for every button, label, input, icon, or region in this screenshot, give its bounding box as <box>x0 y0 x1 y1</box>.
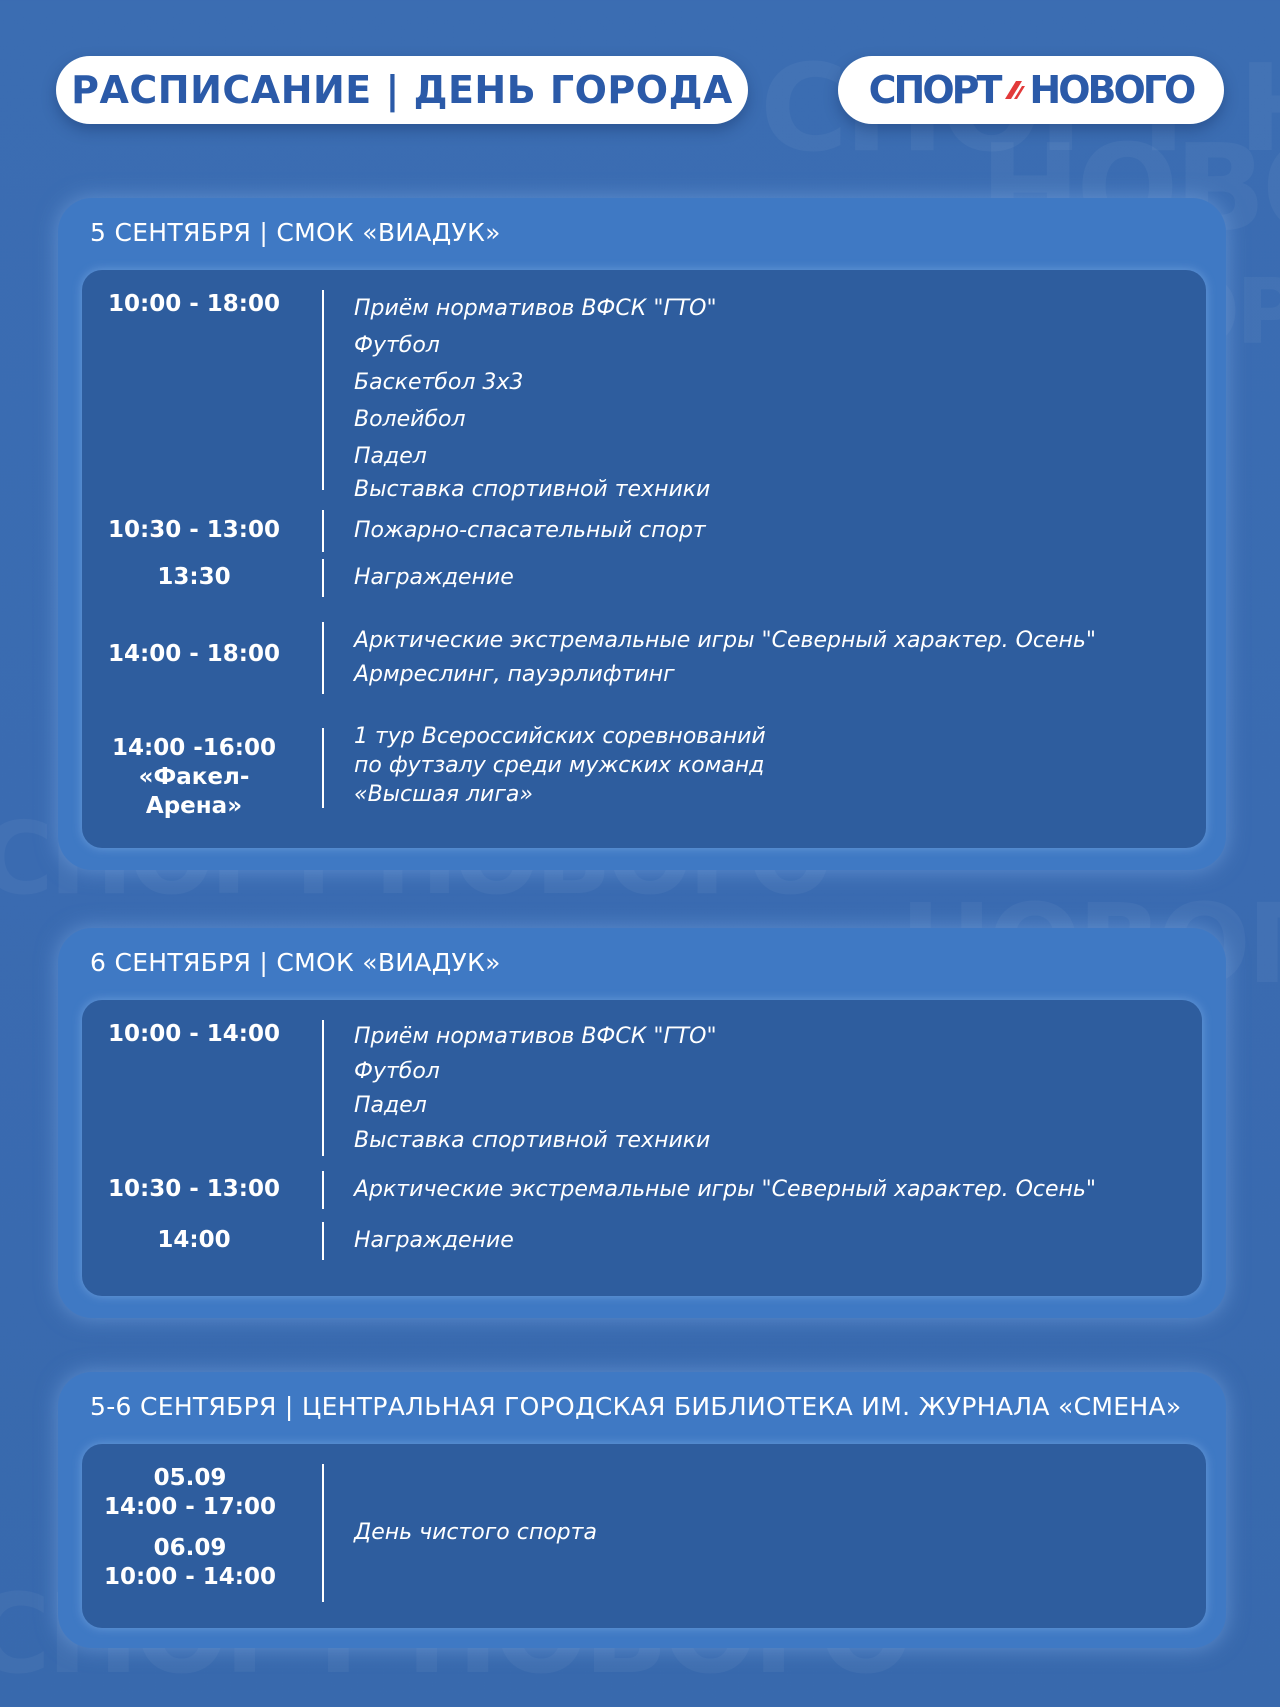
time-text: 10:30 - 13:00 <box>108 1176 280 1202</box>
time-text: 14:00 -16:00 <box>112 735 276 761</box>
time-text: 14:00 - 18:00 <box>108 641 280 667</box>
divider-line <box>322 1020 324 1156</box>
activity-item: Баскетбол 3х3 <box>354 370 524 395</box>
divider-line <box>322 1222 324 1260</box>
activity-list <box>354 622 1186 691</box>
activity-item: Награждение <box>354 565 514 590</box>
activity-item: День чистого спорта <box>354 1520 597 1545</box>
time-slot <box>96 290 292 319</box>
time-slot <box>92 1464 288 1592</box>
divider-line <box>322 622 324 694</box>
schedule-card-sep-5 <box>58 198 1226 870</box>
schedule-card-sep-5-6-library <box>58 1372 1226 1648</box>
activity-item: Падел <box>354 1093 427 1118</box>
schedule-table <box>82 270 1206 848</box>
activity-item: Падел <box>354 444 427 469</box>
activity-item: Арктические экстремальные игры "Северный характер. Осень" <box>354 628 1096 653</box>
activity-item: Арктические экстремальные игры "Северный характер. Осень" <box>354 1177 1096 1202</box>
activity-item: Пожарно-спасательный спорт <box>354 518 706 543</box>
time-slot <box>96 1020 292 1049</box>
page-title: РАСПИСАНИЕ | ДЕНЬ ГОРОДА <box>71 68 733 112</box>
logo-text-left: СПОРТ <box>868 68 1000 112</box>
time-slot <box>96 516 292 545</box>
activity-item: Награждение <box>354 1228 514 1253</box>
divider-line <box>322 1464 324 1602</box>
card-heading: 5 СЕНТЯБРЯ | СМОК «ВИАДУК» <box>90 218 501 247</box>
activity-item: Волейбол <box>354 407 466 432</box>
card-heading: 5-6 СЕНТЯБРЯ | ЦЕНТРАЛЬНАЯ ГОРОДСКАЯ БИБЛИОТЕКА ИМ. ЖУРНАЛА «СМЕНА» <box>90 1392 1182 1421</box>
date-text: 06.09 <box>153 1535 227 1561</box>
activity-item: Армреслинг, пауэрлифтинг <box>354 662 675 687</box>
activity-item: Футбол <box>354 1058 440 1084</box>
time-slot <box>96 1175 292 1204</box>
activity-list <box>354 563 1186 592</box>
activity-item: Выставка спортивной техники <box>354 477 711 502</box>
activity-list <box>354 1518 1186 1547</box>
activity-item: «Высшая лига» <box>354 782 533 807</box>
activity-item: 1 тур Всероссийских соревнований <box>354 724 766 749</box>
time-slot <box>96 1226 292 1255</box>
divider-line <box>322 510 324 552</box>
activity-item: по футзалу среди мужских команд <box>354 753 765 778</box>
time-text: 10:30 - 13:00 <box>108 517 280 543</box>
activity-item: Приём нормативов ВФСК "ГТО" <box>354 296 717 321</box>
divider-line <box>322 559 324 597</box>
time-text: 10:00 - 18:00 <box>108 291 280 317</box>
activity-list <box>354 1020 1182 1158</box>
schedule-table <box>82 1000 1202 1296</box>
date-text: 05.09 <box>153 1465 227 1491</box>
activity-list <box>354 290 1186 505</box>
time-slot <box>96 563 292 592</box>
activity-list <box>354 722 1186 809</box>
activity-item: Футбол <box>354 333 440 358</box>
venue-text: «Факел-Арена» <box>138 764 250 819</box>
time-text: 13:30 <box>157 564 231 590</box>
time-text: 14:00 <box>157 1227 231 1253</box>
activity-item: Выставка спортивной техники <box>354 1127 711 1153</box>
page-title-pill <box>56 56 748 124</box>
time-text: 14:00 - 17:00 <box>104 1494 276 1520</box>
time-text: 10:00 - 14:00 <box>108 1021 280 1047</box>
divider-line <box>322 1171 324 1209</box>
card-heading: 6 СЕНТЯБРЯ | СМОК «ВИАДУК» <box>90 948 501 977</box>
time-slot <box>96 640 292 669</box>
divider-line <box>322 728 324 808</box>
activity-list <box>354 1175 1182 1204</box>
time-slot <box>96 734 292 821</box>
logo-text-right: НОВОГО <box>1029 68 1194 112</box>
schedule-table <box>82 1444 1206 1628</box>
time-text: 10:00 - 14:00 <box>104 1564 276 1590</box>
logo <box>838 56 1224 124</box>
schedule-card-sep-6 <box>58 928 1226 1318</box>
activity-item: Приём нормативов ВФСК "ГТО" <box>354 1024 717 1049</box>
activity-list <box>354 1226 1182 1255</box>
logo-arrow-icon <box>1002 75 1026 105</box>
divider-line <box>322 290 324 490</box>
activity-list <box>354 516 1186 545</box>
